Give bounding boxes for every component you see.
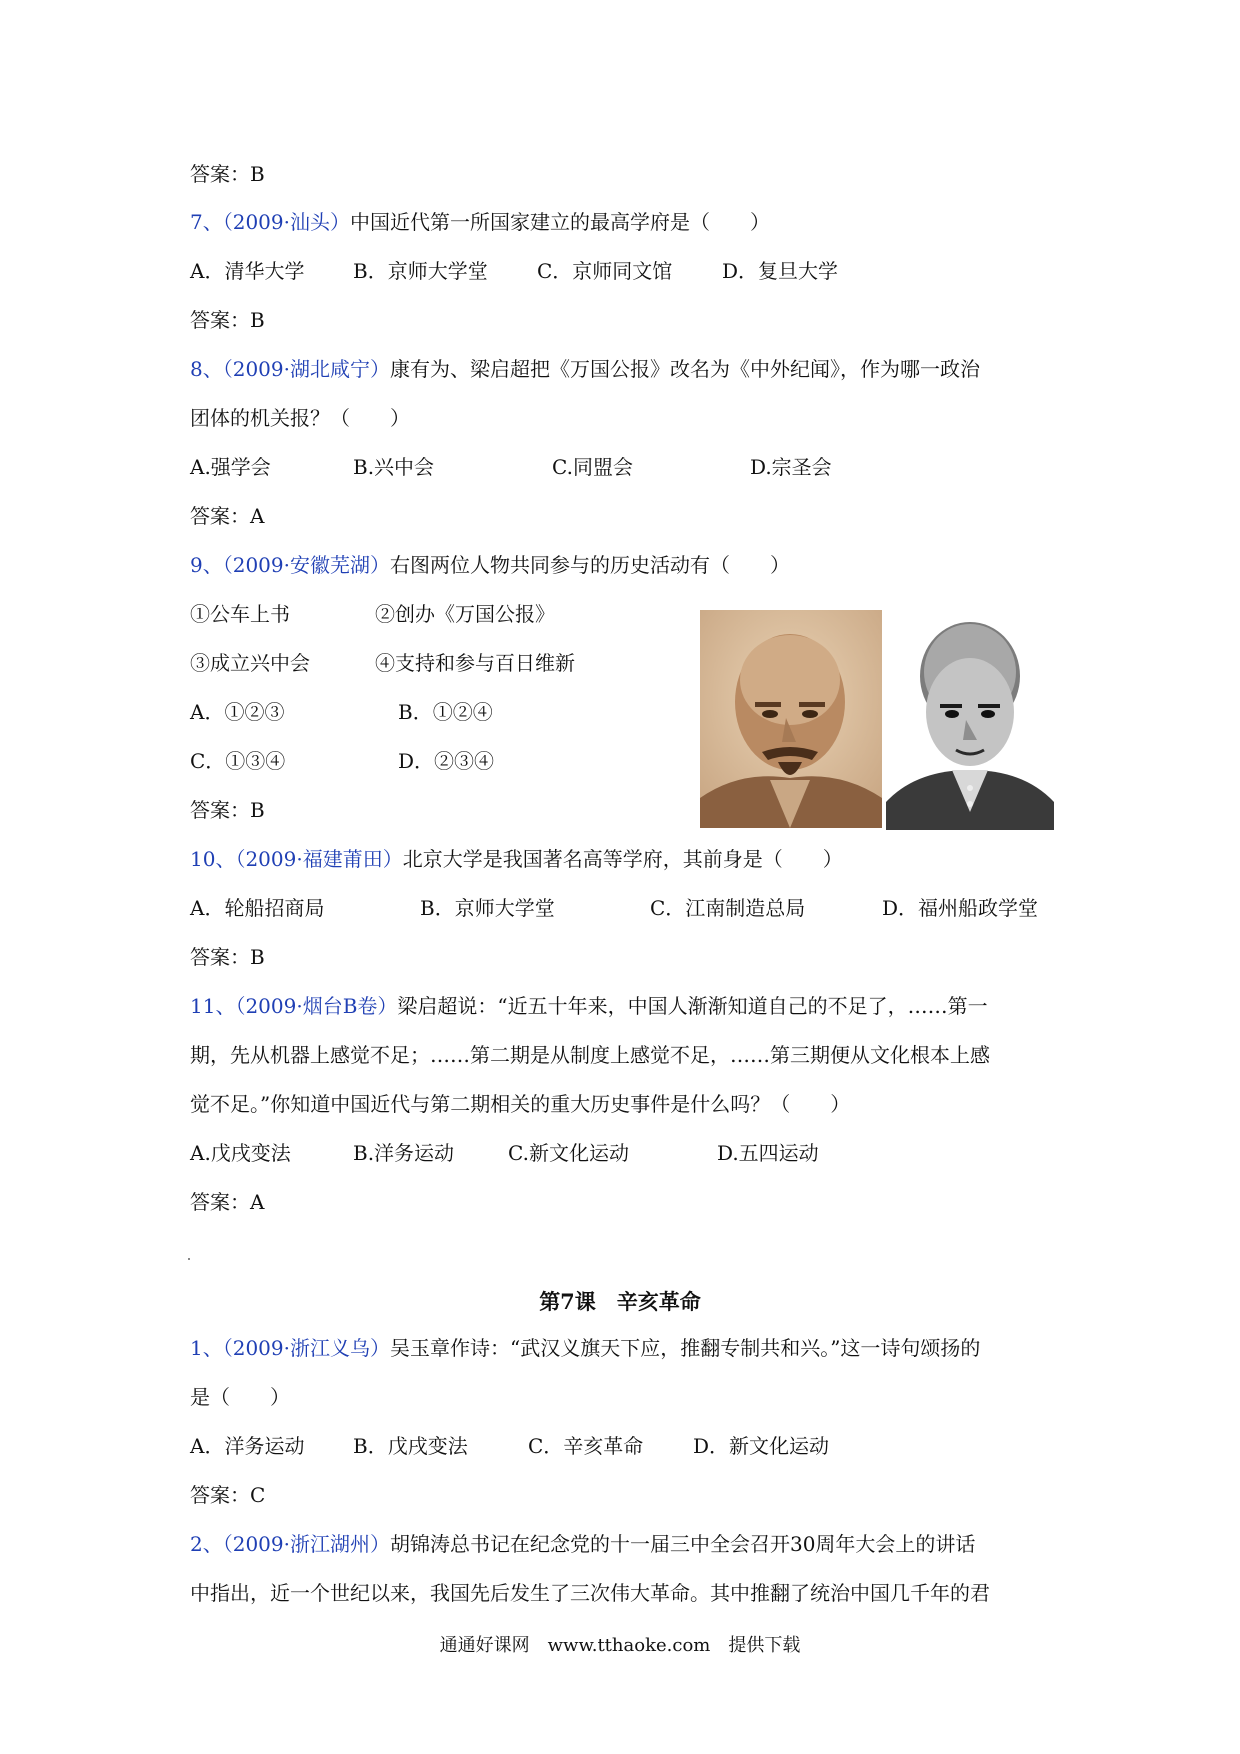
answer-9: 答案：B xyxy=(190,798,265,822)
option-c: C.同盟会 xyxy=(552,455,633,479)
option-c: C．江南制造总局 xyxy=(650,896,806,920)
option-b: B.洋务运动 xyxy=(353,1141,455,1165)
option-d: D．新文化运动 xyxy=(693,1434,830,1458)
question-source: 8、（2009·湖北咸宁） xyxy=(190,357,390,381)
l7-question-2 xyxy=(190,1530,975,1558)
question-text: 胡锦涛总书记在纪念党的十一届三中全会召开30周年大会上的讲话 xyxy=(389,1532,976,1556)
answer-10: 答案：B xyxy=(190,945,265,969)
question-text: 北京大学是我国著名高等学府，其前身是（ ） xyxy=(402,847,843,871)
l7-question-1-cont: 是（ ） xyxy=(190,1385,290,1409)
page-footer: 通通好课网 www.tthaoke.com 提供下载 xyxy=(439,1635,801,1656)
option-d: D．②③④ xyxy=(398,749,495,773)
options-l7-q1 xyxy=(190,1432,1090,1460)
question-11 xyxy=(190,992,988,1020)
option-c: C．京师同文馆 xyxy=(537,259,673,283)
option-b: B．京师大学堂 xyxy=(353,259,488,283)
item-1: ①公车上书 xyxy=(190,602,290,626)
question-10 xyxy=(190,845,843,873)
option-b: B．京师大学堂 xyxy=(420,896,555,920)
option-a: A．轮船招商局 xyxy=(190,896,325,920)
option-c: C．辛亥革命 xyxy=(528,1434,644,1458)
option-b: B．①②④ xyxy=(398,700,493,724)
question-text: 右图两位人物共同参与的历史活动有（ ） xyxy=(389,553,790,577)
question-11-cont-2: 觉不足。”你知道中国近代与第二期相关的重大历史事件是什么吗？（ ） xyxy=(190,1092,851,1116)
answer-11: 答案：A xyxy=(190,1190,265,1214)
option-a: A．清华大学 xyxy=(190,259,305,283)
portrait-photo-kang-youwei xyxy=(700,610,882,828)
item-3: ③成立兴中会 xyxy=(190,651,310,675)
portrait-photo-liang-qichao xyxy=(886,612,1054,830)
answer-7: 答案：B xyxy=(190,308,265,332)
question-text: 中国近代第一所国家建立的最高学府是（ ） xyxy=(349,210,770,234)
answer-8: 答案：A xyxy=(190,504,265,528)
section-heading: 第7课 辛亥革命 xyxy=(539,1289,701,1314)
question-8-cont: 团体的机关报？（ ） xyxy=(190,406,410,430)
option-a: A.戊戌变法 xyxy=(190,1141,291,1165)
l7-question-2-cont: 中指出，近一个世纪以来，我国先后发生了三次伟大革命。其中推翻了统治中国几千年的君 xyxy=(190,1581,990,1605)
question-text: 康有为、梁启超把《万国公报》改名为《中外纪闻》，作为哪一政治 xyxy=(389,357,980,381)
question-source: 7、（2009·汕头） xyxy=(190,210,350,234)
question-7 xyxy=(190,208,770,236)
options-q7 xyxy=(190,257,1090,285)
option-a: A．①②③ xyxy=(190,700,285,724)
l7-answer-1: 答案：C xyxy=(190,1483,266,1507)
question-text: 吴玉章作诗：“武汉义旗天下应，推翻专制共和兴。”这一诗句颂扬的 xyxy=(389,1336,981,1360)
question-source: 9、（2009·安徽芜湖） xyxy=(190,553,390,577)
question-11-cont-1: 期，先从机器上感觉不足；……第二期是从制度上感觉不足，……第三期便从文化根本上感 xyxy=(190,1043,990,1067)
question-8 xyxy=(190,355,980,383)
q9-items-row1 xyxy=(190,600,670,628)
option-a: A．洋务运动 xyxy=(190,1434,305,1458)
question-source: 10、（2009·福建莆田） xyxy=(190,847,403,871)
option-d: D．福州船政学堂 xyxy=(882,896,1039,920)
option-a: A.强学会 xyxy=(190,455,271,479)
answer-prev: 答案：B xyxy=(190,162,265,186)
question-9 xyxy=(190,551,790,579)
stray-mark xyxy=(188,1258,190,1260)
option-c: C.新文化运动 xyxy=(508,1141,629,1165)
question-text: 梁启超说：“近五十年来，中国人渐渐知道自己的不足了，……第一 xyxy=(397,994,988,1018)
item-2: ②创办《万国公报》 xyxy=(375,602,555,626)
option-d: D.五四运动 xyxy=(717,1141,819,1165)
options-q11 xyxy=(190,1139,1090,1167)
q9-options-row1 xyxy=(190,698,590,726)
q9-items-row2 xyxy=(190,649,670,677)
item-4: ④支持和参与百日维新 xyxy=(375,651,575,675)
option-c: C．①③④ xyxy=(190,749,286,773)
option-d: D.宗圣会 xyxy=(750,455,832,479)
l7-question-1 xyxy=(190,1334,980,1362)
question-source: 11、（2009·烟台B卷） xyxy=(190,994,398,1018)
question-source: 1、（2009·浙江义乌） xyxy=(190,1336,390,1360)
options-q10 xyxy=(190,894,1090,922)
option-b: B.兴中会 xyxy=(353,455,435,479)
option-b: B．戊戌变法 xyxy=(353,1434,468,1458)
options-q8 xyxy=(190,453,1090,481)
q9-options-row2 xyxy=(190,747,590,775)
option-d: D．复旦大学 xyxy=(722,259,839,283)
question-source: 2、（2009·浙江湖州） xyxy=(190,1532,390,1556)
